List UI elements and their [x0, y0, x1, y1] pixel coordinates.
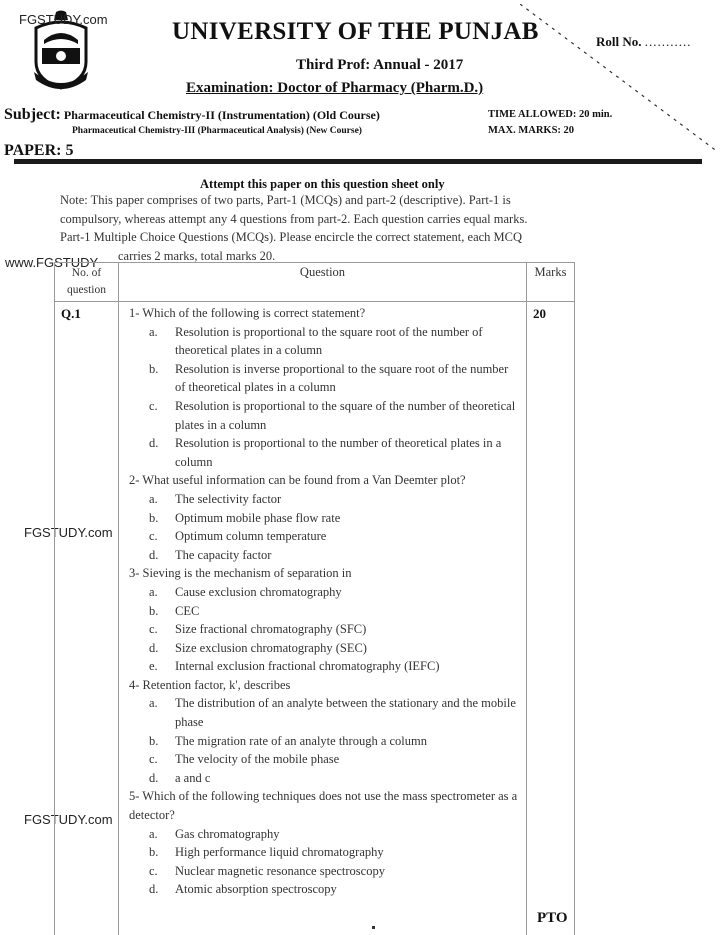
option-letter: c.	[149, 752, 158, 767]
mcq-option[interactable]	[129, 323, 520, 360]
watermark-side: FGSTUDY.com	[24, 525, 113, 540]
mcq-option[interactable]	[129, 620, 520, 639]
option-letter: e.	[149, 659, 158, 674]
table-row	[55, 302, 575, 935]
exam-title: Examination: Doctor of Pharmacy (Pharm.D.)	[186, 80, 484, 96]
subject-line	[4, 106, 380, 124]
option-text: Optimum column temperature	[175, 529, 327, 544]
option-text: The migration rate of an analyte through a column	[175, 733, 427, 748]
option-letter: c.	[149, 863, 158, 878]
option-letter: a.	[149, 584, 158, 599]
option-letter: b.	[149, 845, 159, 860]
mcq-option[interactable]	[129, 843, 520, 862]
mcq-option[interactable]	[129, 527, 520, 546]
option-letter: b.	[149, 510, 159, 525]
question-body	[119, 302, 527, 935]
question-stem: 1- Which of the following is correct statement?	[129, 306, 366, 320]
note-line: compulsory, whereas attempt any 4 questions from part-2. Each question carries equal marks.	[60, 211, 528, 226]
option-text: The distribution of an analyte between the stationary and the mobile phase	[175, 696, 516, 730]
mcq-option[interactable]	[129, 509, 520, 528]
option-text: CEC	[175, 603, 200, 618]
option-letter: c.	[149, 622, 158, 637]
subject-label: Subject:	[4, 106, 61, 123]
option-letter: d.	[149, 640, 159, 655]
mcq-question-5	[129, 787, 520, 899]
option-letter: d.	[149, 882, 159, 897]
question-stem: 3- Sieving is the mechanism of separation in	[129, 566, 352, 581]
option-letter: b.	[149, 733, 159, 748]
option-letter: d.	[149, 436, 159, 451]
note-line: carries 2 marks, total marks 20.	[118, 249, 276, 264]
mcq-option[interactable]	[129, 750, 520, 769]
subject-old-course: Pharmaceutical Chemistry-II (Instrumentation) (Old Course)	[63, 108, 380, 122]
note-paragraph	[60, 191, 660, 266]
roll-label: Roll No.	[596, 34, 642, 49]
mcq-option[interactable]	[129, 862, 520, 881]
mcq-option[interactable]	[129, 880, 520, 899]
option-letter: a.	[149, 324, 158, 339]
mcq-option[interactable]	[129, 434, 520, 471]
table-header-row	[55, 263, 575, 302]
option-text: Size fractional chromatography (SFC)	[175, 622, 367, 637]
mcq-option[interactable]	[129, 490, 520, 509]
header-no-of-question: No. of question	[55, 263, 119, 302]
option-text: The velocity of the mobile phase	[175, 752, 340, 767]
question-stem: 2- What useful information can be found from a Van Deemter plot?	[129, 473, 466, 488]
question-stem: 5- Which of the following techniques does not use the mass spectrometer as a detector?	[129, 789, 518, 823]
option-text: Size exclusion chromatography (SEC)	[175, 640, 367, 655]
watermark-side: www.FGSTUDY	[5, 255, 99, 270]
mcq-option[interactable]	[129, 694, 520, 731]
option-text: The selectivity factor	[175, 491, 282, 506]
mcq-question-2	[129, 471, 520, 564]
watermark-side: FGSTUDY.com	[24, 812, 113, 827]
page-dot	[372, 926, 375, 929]
option-letter: c.	[149, 398, 158, 413]
option-text: Cause exclusion chromatography	[175, 584, 342, 599]
question-stem: 4- Retention factor, k', describes	[129, 677, 291, 692]
option-letter: b.	[149, 603, 159, 618]
option-text: The capacity factor	[175, 547, 272, 562]
watermark-top: FGSTUDY.com	[19, 12, 108, 27]
option-letter: c.	[149, 529, 158, 544]
option-letter: a.	[149, 491, 158, 506]
option-text: Resolution is proportional to the square of the number of theoretical plates in a column	[175, 398, 516, 432]
header-marks: Marks	[527, 263, 575, 302]
option-letter: a.	[149, 696, 158, 711]
paper-number: PAPER: 5	[4, 142, 74, 159]
mcq-option[interactable]	[129, 825, 520, 844]
mcq-option[interactable]	[129, 397, 520, 434]
option-text: Internal exclusion fractional chromatography (IEFC)	[175, 659, 440, 674]
subject-new-course: Pharmaceutical Chemistry-III (Pharmaceutical Analysis) (New Course)	[72, 126, 362, 136]
option-letter: a.	[149, 826, 158, 841]
option-text: Resolution is proportional to the square root of the number of theoretical plates in a column	[175, 324, 483, 358]
option-letter: b.	[149, 361, 159, 376]
option-letter: d.	[149, 547, 159, 562]
pto-label: PTO	[537, 910, 568, 926]
mcq-option[interactable]	[129, 360, 520, 397]
option-text: Optimum mobile phase flow rate	[175, 510, 341, 525]
roll-dots: ...........	[644, 34, 692, 49]
question-number: Q.1	[55, 302, 119, 935]
attempt-instruction: Attempt this paper on this question sheet only	[200, 177, 445, 191]
max-marks: MAX. MARKS: 20	[488, 125, 575, 136]
header-divider	[14, 159, 702, 164]
option-letter: d.	[149, 770, 159, 785]
mcq-option[interactable]	[129, 769, 520, 788]
mcq-option[interactable]	[129, 657, 520, 676]
mcq-option[interactable]	[129, 602, 520, 621]
option-text: Resolution is proportional to the number of theoretical plates in a column	[175, 436, 502, 469]
option-text: Gas chromatography	[175, 826, 280, 841]
note-line: Note: This paper comprises of two parts, Part-1 (MCQs) and part-2 (descriptive). Part-1 is	[60, 193, 511, 207]
mcq-question-1	[129, 304, 520, 471]
question-table	[54, 262, 575, 935]
marks-value: 20	[527, 302, 575, 935]
note-line: Part-1 Multiple Choice Questions (MCQs). Please encircle the correct statement, each MCQ	[60, 230, 523, 245]
mcq-option[interactable]	[129, 732, 520, 751]
option-text: Resolution is inverse proportional to the square root of the number of theoretical plates in a column	[175, 361, 509, 395]
header-question: Question	[119, 263, 527, 302]
mcq-option[interactable]	[129, 583, 520, 602]
exam-year: Third Prof: Annual - 2017	[296, 57, 464, 73]
mcq-question-4	[129, 676, 520, 788]
option-text: Nuclear magnetic resonance spectroscopy	[175, 863, 385, 878]
mcq-option[interactable]	[129, 546, 520, 565]
option-text: High performance liquid chromatography	[175, 845, 384, 860]
option-text: Atomic absorption spectroscopy	[175, 882, 337, 897]
mcq-option[interactable]	[129, 639, 520, 658]
time-allowed: TIME ALLOWED: 20 min.	[488, 109, 613, 120]
mcq-question-3	[129, 564, 520, 676]
university-title: UNIVERSITY OF THE PUNJAB	[172, 18, 539, 45]
option-text: a and c	[175, 770, 211, 785]
